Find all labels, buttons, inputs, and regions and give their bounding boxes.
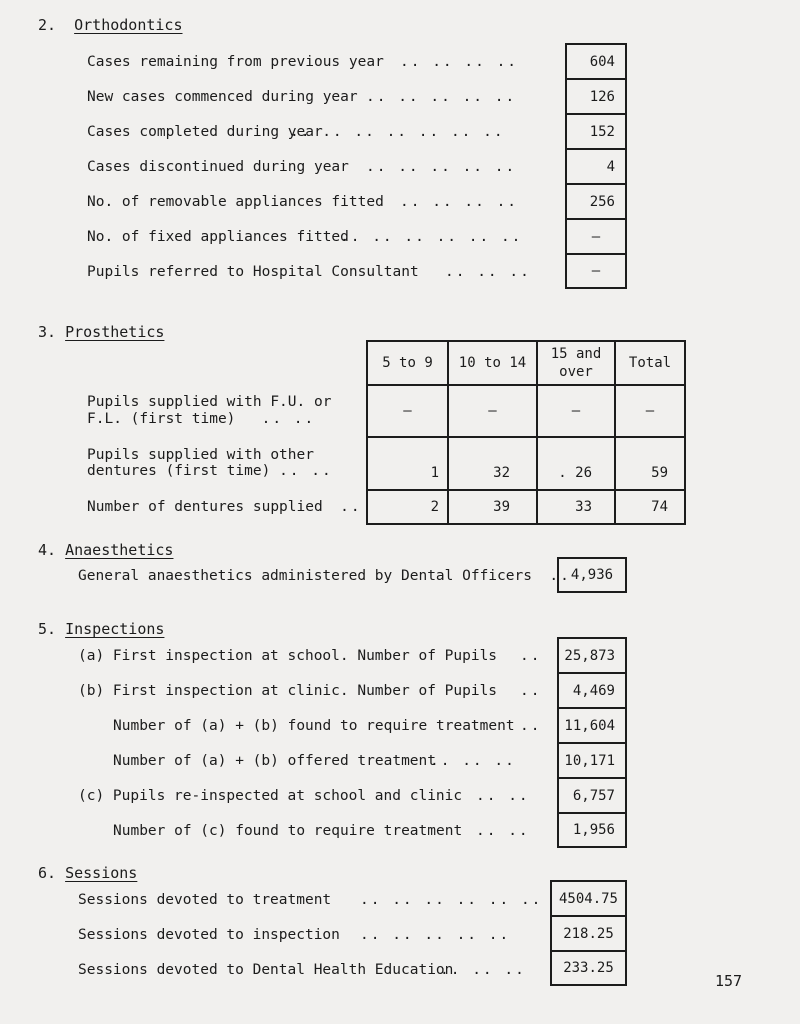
leader-dots: .. .. .. <box>440 962 526 978</box>
section6-row-label: Sessions devoted to inspection <box>78 927 340 943</box>
value-box: 25,873 <box>557 637 627 674</box>
table-row <box>367 437 685 490</box>
section6-heading: 6. Sessions <box>38 864 138 882</box>
leader-dots: .. <box>520 648 542 664</box>
leader-dots: .. .. .. <box>445 264 531 280</box>
column-header: 5 to 9 <box>367 341 448 385</box>
value-box: 604 <box>565 43 627 80</box>
section2-row-label: Pupils referred to Hospital Consultant <box>87 264 419 280</box>
section2-row-label: No. of removable appliances fitted <box>87 194 384 210</box>
column-header: Total <box>615 341 685 385</box>
table-cell: 33 <box>537 490 615 524</box>
leader-dots: .. .. .. .. <box>400 194 519 210</box>
value-box: 4,936 <box>557 557 627 593</box>
value-box: 4504.75 <box>550 880 627 917</box>
prosthetics-table <box>366 340 686 525</box>
table-cell: 32 <box>448 437 537 490</box>
leader-dots: .. .. .. .. .. .. <box>340 229 523 245</box>
value-box: 4,469 <box>557 672 627 709</box>
section5-row-label: Number of (a) + (b) found to require treatment <box>113 718 515 734</box>
section3-heading: 3. Prosthetics <box>38 323 165 341</box>
table-cell: 1 <box>367 437 448 490</box>
value-box: 256 <box>565 183 627 220</box>
section2-heading: 2. Orthodontics <box>38 16 183 34</box>
section3-row-label: F.L. (first time) .. .. <box>87 411 316 427</box>
column-header: 10 to 14 <box>448 341 537 385</box>
section3-row-label: Pupils supplied with F.U. or <box>87 394 332 410</box>
value-box: — <box>565 253 627 289</box>
value-box: 233.25 <box>550 950 627 986</box>
section5-heading: 5. Inspections <box>38 620 165 638</box>
leader-dots: .. .. .. <box>430 753 516 769</box>
table-cell: . 26 <box>537 437 615 490</box>
leader-dots: .. .. .. .. <box>400 54 519 70</box>
table-cell: — <box>448 385 537 437</box>
table-cell: — <box>537 385 615 437</box>
section2-row-label: No. of fixed appliances fitted <box>87 229 349 245</box>
section5-row-label: (a) First inspection at school. Number of Pupils <box>78 648 498 664</box>
value-box: 11,604 <box>557 707 627 744</box>
section3-row-label: Number of dentures supplied .. <box>87 499 362 515</box>
table-cell: 39 <box>448 490 537 524</box>
table-cell: 59 <box>615 437 685 490</box>
section3-row-label: Pupils supplied with other <box>87 447 314 463</box>
leader-dots: .. <box>520 683 542 699</box>
table-row <box>367 490 685 524</box>
leader-dots: .. .. <box>476 788 530 804</box>
table-cell: 2 <box>367 490 448 524</box>
section4-label: General anaesthetics administered by Dental Officers .. <box>78 568 571 584</box>
section6-row-label: Sessions devoted to Dental Health Education <box>78 962 454 978</box>
table-header-row <box>367 341 685 385</box>
value-box: 4 <box>565 148 627 185</box>
section4-heading: 4. Anaesthetics <box>38 541 174 559</box>
value-box: — <box>565 218 627 255</box>
section2-row-label: Cases completed during year <box>87 124 323 140</box>
page-number: 157 <box>715 972 743 990</box>
table-cell: 74 <box>615 490 685 524</box>
table-cell: — <box>615 385 685 437</box>
value-box: 10,171 <box>557 742 627 779</box>
table-row <box>367 385 685 437</box>
section2-row-label: New cases commenced during year <box>87 89 358 105</box>
section5-row-label: (c) Pupils re-inspected at school and clinic <box>78 788 463 804</box>
column-header: 15 and over <box>537 341 615 385</box>
section3-row-label: dentures (first time) .. .. <box>87 463 333 479</box>
leader-dots: .. .. .. .. .. .. <box>360 892 543 908</box>
value-box: 1,956 <box>557 812 627 848</box>
section5-row-label: Number of (c) found to require treatment <box>113 823 463 839</box>
leader-dots: .. .. .. .. .. <box>366 89 517 105</box>
table-cell: — <box>367 385 448 437</box>
leader-dots: .. .. .. .. .. .. .. <box>290 124 505 140</box>
section5-row-label: (b) First inspection at clinic. Number of Pupils <box>78 683 498 699</box>
value-box: 152 <box>565 113 627 150</box>
leader-dots: .. <box>520 718 542 734</box>
value-box: 6,757 <box>557 777 627 814</box>
section2-row-label: Cases discontinued during year <box>87 159 349 175</box>
section6-row-label: Sessions devoted to treatment <box>78 892 332 908</box>
leader-dots: .. .. .. .. .. <box>366 159 517 175</box>
leader-dots: .. .. <box>476 823 530 839</box>
value-box: 126 <box>565 78 627 115</box>
leader-dots: .. .. .. .. .. <box>360 927 511 943</box>
value-box: 218.25 <box>550 915 627 952</box>
section5-row-label: Number of (a) + (b) offered treatment <box>113 753 437 769</box>
section2-row-label: Cases remaining from previous year <box>87 54 384 70</box>
